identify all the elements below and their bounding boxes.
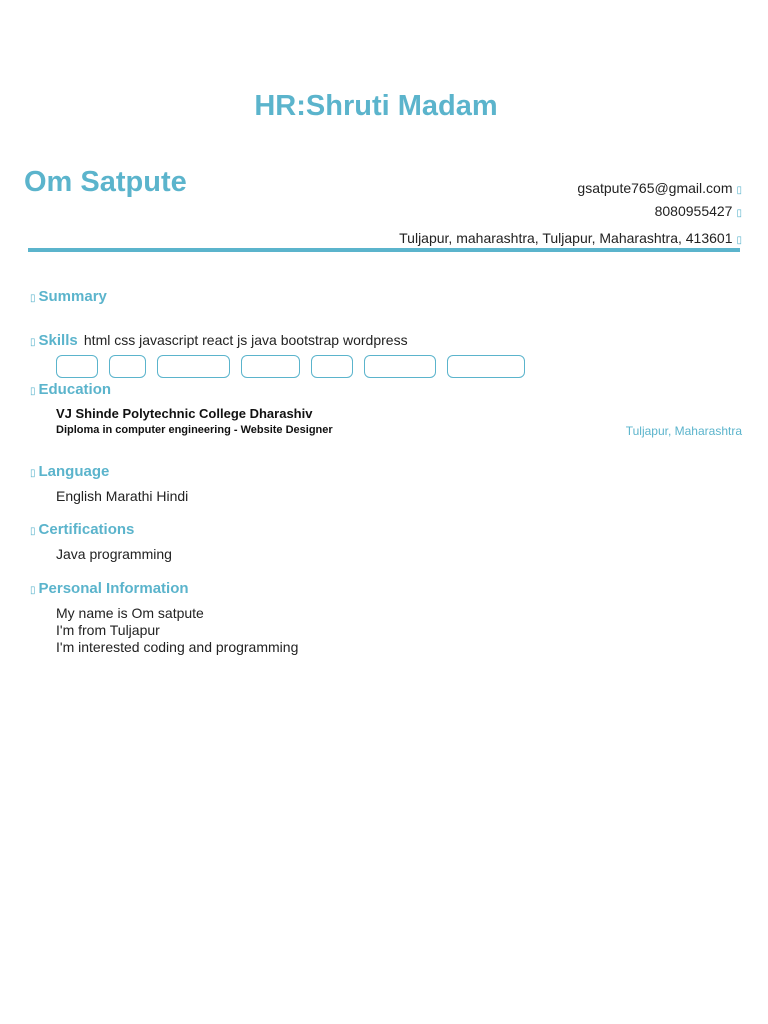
skill-chip bbox=[109, 355, 146, 378]
skills-icon: ▯ bbox=[30, 337, 36, 348]
contact-phone bbox=[655, 203, 742, 219]
personal-title: Personal Information bbox=[38, 580, 189, 597]
phone-text: 8080955427 bbox=[654, 203, 733, 219]
skill-chip bbox=[364, 355, 436, 378]
contact-email bbox=[577, 180, 742, 196]
skills-title: Skills bbox=[38, 332, 78, 349]
location-icon: ▯ bbox=[736, 235, 742, 246]
summary-title: Summary bbox=[38, 288, 107, 305]
personal-line: My name is Om satpute bbox=[56, 605, 204, 621]
education-title: Education bbox=[38, 381, 112, 398]
skill-chip bbox=[447, 355, 525, 378]
contact-address bbox=[399, 230, 742, 246]
skill-chip bbox=[56, 355, 98, 378]
skill-chip bbox=[311, 355, 353, 378]
education-icon: ▯ bbox=[30, 386, 36, 397]
language-title: Language bbox=[38, 463, 110, 480]
personal-line: I'm interested coding and programming bbox=[56, 639, 299, 655]
section-personal-heading bbox=[30, 580, 189, 597]
email-icon: ▯ bbox=[736, 185, 742, 196]
education-location: Tuljapur, Maharashtra bbox=[625, 424, 742, 438]
skill-chip bbox=[157, 355, 230, 378]
hr-title: HR:Shruti Madam bbox=[254, 90, 498, 122]
personal-icon: ▯ bbox=[30, 585, 36, 596]
certifications-icon: ▯ bbox=[30, 526, 36, 537]
skills-list-text: html css javascript react js java bootstrap wordpress bbox=[83, 332, 408, 348]
language-text: English Marathi Hindi bbox=[56, 488, 189, 504]
personal-line: I'm from Tuljapur bbox=[56, 622, 160, 638]
candidate-name: Om Satpute bbox=[24, 166, 187, 198]
language-icon: ▯ bbox=[30, 468, 36, 479]
certifications-title: Certifications bbox=[38, 521, 135, 538]
summary-icon: ▯ bbox=[30, 293, 36, 304]
section-education-heading bbox=[30, 381, 111, 398]
address-text: Tuljapur, maharashtra, Tuljapur, Maharashtra, 413601 bbox=[399, 230, 733, 246]
header-divider bbox=[28, 248, 740, 252]
section-skills-heading bbox=[30, 332, 408, 349]
certifications-text: Java programming bbox=[56, 546, 172, 562]
skill-chip bbox=[241, 355, 300, 378]
phone-icon: ▯ bbox=[736, 208, 742, 219]
section-language-heading bbox=[30, 463, 109, 480]
section-summary-heading bbox=[30, 288, 107, 305]
education-school: VJ Shinde Polytechnic College Dharashiv bbox=[56, 406, 313, 421]
email-text: gsatpute765@gmail.com bbox=[577, 180, 733, 196]
section-certifications-heading bbox=[30, 521, 134, 538]
education-degree: Diploma in computer engineering - Website Designer bbox=[56, 424, 333, 436]
